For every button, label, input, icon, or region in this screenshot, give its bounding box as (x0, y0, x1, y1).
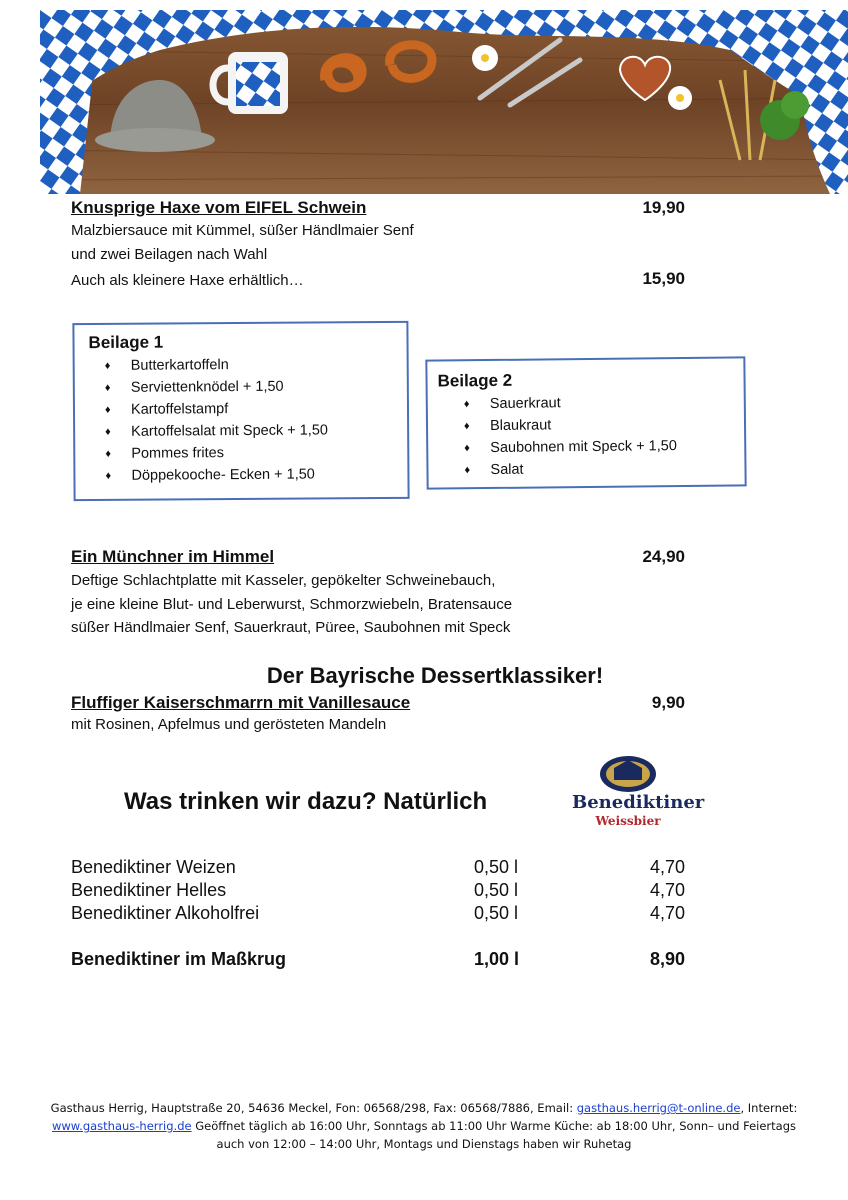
footer-line-3: auch von 12:00 – 14:00 Uhr, Montags und Dienstags haben wir Ruhetag (216, 1137, 632, 1151)
logo-sub-text: Weissbier (595, 814, 661, 828)
drink-size: 0,50 l (474, 857, 519, 877)
diamond-bullet-icon: ♦ (105, 469, 112, 482)
beilage-2-list (450, 391, 678, 481)
diamond-bullet-icon: ♦ (464, 442, 470, 455)
oktoberfest-table-illustration (40, 10, 848, 194)
list-item: ♦ Serviettenknödel + 1,50 (91, 375, 328, 399)
muenchner-description-line-1: Deftige Schlachtplatte mit Kasseler, gepökelter Schweinebauch, (71, 572, 496, 589)
mass-name: Benediktiner im Maßkrug (71, 949, 287, 969)
diamond-bullet-icon: ♦ (104, 359, 111, 372)
drink-name: Benediktiner Helles (71, 880, 227, 900)
monastery-emblem-icon (572, 752, 684, 794)
list-item: ♦ Butterkartoffeln (91, 353, 328, 377)
logo-brand-text: Benediktiner (572, 792, 705, 813)
diamond-bullet-icon: ♦ (105, 447, 111, 460)
muenchner-description-line-2: je eine kleine Blut- und Leberwurst, Schmorzwiebeln, Bratensauce (71, 596, 513, 613)
footer-line-2: www.gasthaus-herrig.de Geöffnet täglich ab 16:00 Uhr, Sonntags ab 11:00 Uhr Warme Küche: ab 18:00 Uhr, Sonn– und Feiertags (52, 1119, 796, 1133)
drink-size: 0,50 l (474, 903, 519, 923)
diamond-bullet-icon: ♦ (463, 420, 470, 433)
list-item: ♦ Pommes frites (91, 441, 328, 465)
list-item: ♦ Saubohnen mit Speck + 1,50 (450, 435, 677, 459)
list-item: ♦ Kartoffelsalat mit Speck + 1,50 (91, 419, 328, 443)
mass-price: 8,90 (649, 949, 685, 969)
beilage-2-box (425, 356, 746, 489)
beilage-1-box (72, 321, 409, 501)
list-item: ♦ Döppekooche- Ecken + 1,50 (91, 463, 328, 487)
haxe-title: Knusprige Haxe vom EIFEL Schwein (71, 198, 367, 217)
list-item: ♦ Blaukraut (450, 413, 677, 437)
footer-line-1: Gasthaus Herrig, Hauptstraße 20, 54636 Meckel, Fon: 06568/298, Fax: 06568/7886, Email: gasthaus.herrig@t-online.de, Internet: (50, 1101, 798, 1115)
dessert-heading: Der Bayrische Dessertklassiker! (266, 663, 604, 688)
drinks-heading: Was trinken wir dazu? Natürlich (124, 788, 488, 815)
haxe-small-label: Auch als kleinere Haxe erhältlich… (71, 272, 304, 289)
dessert-title: Fluffiger Kaiserschmarrn mit Vanillesauce (71, 693, 411, 712)
benediktiner-logo (572, 752, 705, 834)
list-item: ♦ Kartoffelstampf (91, 397, 328, 421)
mass-size: 1,00 l (474, 949, 520, 969)
drink-name: Benediktiner Weizen (71, 857, 236, 877)
muenchner-description-line-3: süßer Händlmaier Senf, Sauerkraut, Püree, Saubohnen mit Speck (71, 619, 511, 636)
beilage-1-list (91, 353, 329, 487)
haxe-small-price: 15,90 (642, 269, 685, 288)
haxe-description-line-2: und zwei Beilagen nach Wahl (71, 246, 268, 263)
diamond-bullet-icon: ♦ (105, 425, 111, 438)
list-item: ♦ Sauerkraut (450, 391, 677, 415)
dessert-price: 9,90 (651, 693, 685, 712)
drink-price: 4,70 (649, 903, 685, 923)
diamond-bullet-icon: ♦ (104, 403, 111, 416)
drink-size: 0,50 l (474, 880, 519, 900)
drink-name: Benediktiner Alkoholfrei (71, 903, 260, 923)
list-item: ♦ Salat (450, 457, 677, 481)
haxe-price: 19,90 (642, 198, 685, 217)
dessert-description: mit Rosinen, Apfelmus und gerösteten Mandeln (71, 716, 387, 733)
diamond-bullet-icon: ♦ (104, 381, 111, 394)
drink-price: 4,70 (649, 880, 685, 900)
muenchner-title: Ein Münchner im Himmel (71, 547, 275, 566)
diamond-bullet-icon: ♦ (463, 398, 470, 411)
header-banner-image (40, 10, 848, 194)
muenchner-price: 24,90 (642, 547, 685, 566)
beilage-1-title: Beilage 1 (88, 332, 164, 353)
website-link[interactable]: www.gasthaus-herrig.de (52, 1119, 192, 1133)
drink-price: 4,70 (649, 857, 685, 877)
beilage-2-title: Beilage 2 (437, 370, 513, 391)
haxe-description-line-1: Malzbiersauce mit Kümmel, süßer Händlmaier Senf (71, 222, 414, 239)
diamond-bullet-icon: ♦ (464, 464, 471, 477)
email-link[interactable]: gasthaus.herrig@t-online.de (576, 1101, 741, 1115)
